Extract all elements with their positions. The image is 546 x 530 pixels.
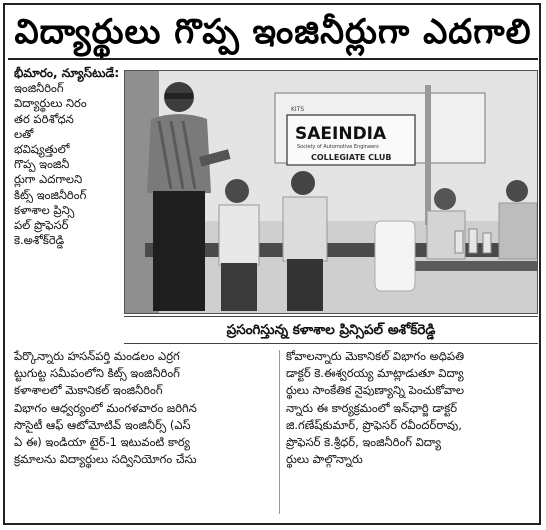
banner-main-text: SAEINDIA [295,124,387,144]
headline: విద్యార్థులు గొప్ప ఇంజినీర్లుగా ఎదగాలి [14,12,532,52]
body-line: ర్థులు సాంకేతిక నైపుణ్యాన్ని పెంచుకోవాల [286,383,465,398]
intro-line: తర పరిశోధన [14,111,74,126]
column-divider [279,350,280,514]
body-line: కళాశాలలో మెకానికల్ ఇంజినీరింగ్ [14,383,163,398]
body-line: జి.గణేష్‌కుమార్, ప్రొఫెసర్ రవీందర్‌రావు, [286,417,462,432]
body-line: న్నారు ఈ కార్యక్రమంలో ఇన్‌ఛార్జి డాక్టర్ [286,400,458,415]
body-line: ర్థులు పాల్గొన్నారు [286,452,363,467]
body-line: ప్రొఫెసర్ కె.శ్రీధర్, ఇంజినీరింగ్ విద్యా [286,435,442,450]
intro-line: లతో [14,126,34,141]
intro-line: పల్ ప్రొఫెసర్ [14,218,69,233]
event-photo [124,70,538,314]
dateline: భీమారం, న్యూస్‌టుడే: [14,66,120,80]
body-line: విభాగం ఆధ్వర్యంలో మంగళవారం జరిగిన [14,400,197,415]
intro-line: కె.అశోక్‌రెడ్డి [14,233,65,248]
intro-line: ర్లుగా ఎదగాలని [14,172,83,187]
body-line: క్రమాలను విద్యార్థులు సద్వినియోగం చేసు [14,452,197,467]
table-items [455,229,491,253]
body-line: ఏ ఈ) ఇండియా టైర్-1 ఇటువంటి కార్య [14,435,191,450]
intro-line: విద్యార్థులు నిరం [14,96,87,111]
banner-small-text: Society of Automotive Engineers [297,144,379,150]
headline-rule [8,58,538,60]
banner-top-text: KITS [291,106,305,113]
intro-line: కళాశాల ప్రిన్సి [14,202,75,217]
body-line: పేర్కొన్నారు హసన్‌పర్తి మండలం ఎర్రగ [14,349,180,363]
intro-column [14,66,120,248]
body-column-left [14,348,272,468]
photo-caption: ప్రసంగిస్తున్న కళాశాల ప్రిన్సిపల్ అశోక్‌రెడ్డి [124,316,538,344]
body-line: కోవాలన్నారు మెకానికల్ విభాగం అధిపతి [286,349,465,363]
event-photo-drawing [125,71,537,313]
banner-sub-text: COLLEGIATE CLUB [311,153,392,162]
intro-line: కిట్స్ ఇంజినీరింగ్ [14,187,87,202]
intro-line: భవిష్యత్తులో [14,142,70,157]
intro-line: ఇంజినీరింగ్ [14,81,64,96]
body-line: డాక్టర్ కె.ఈశ్వరయ్య మాట్లాడుతూ విద్యా [286,366,464,381]
intro-line: గొప్ప ఇంజినీ [14,157,70,172]
body-column-right [286,348,536,468]
body-line: ట్టుగుట్ట సమీపంలోని కిట్స్ ఇంజినీరింగ్ [14,366,180,381]
body-line: సొసైటీ ఆఫ్ ఆటోమోటివ్ ఇంజినీర్స్ (ఎస్ [14,417,191,432]
